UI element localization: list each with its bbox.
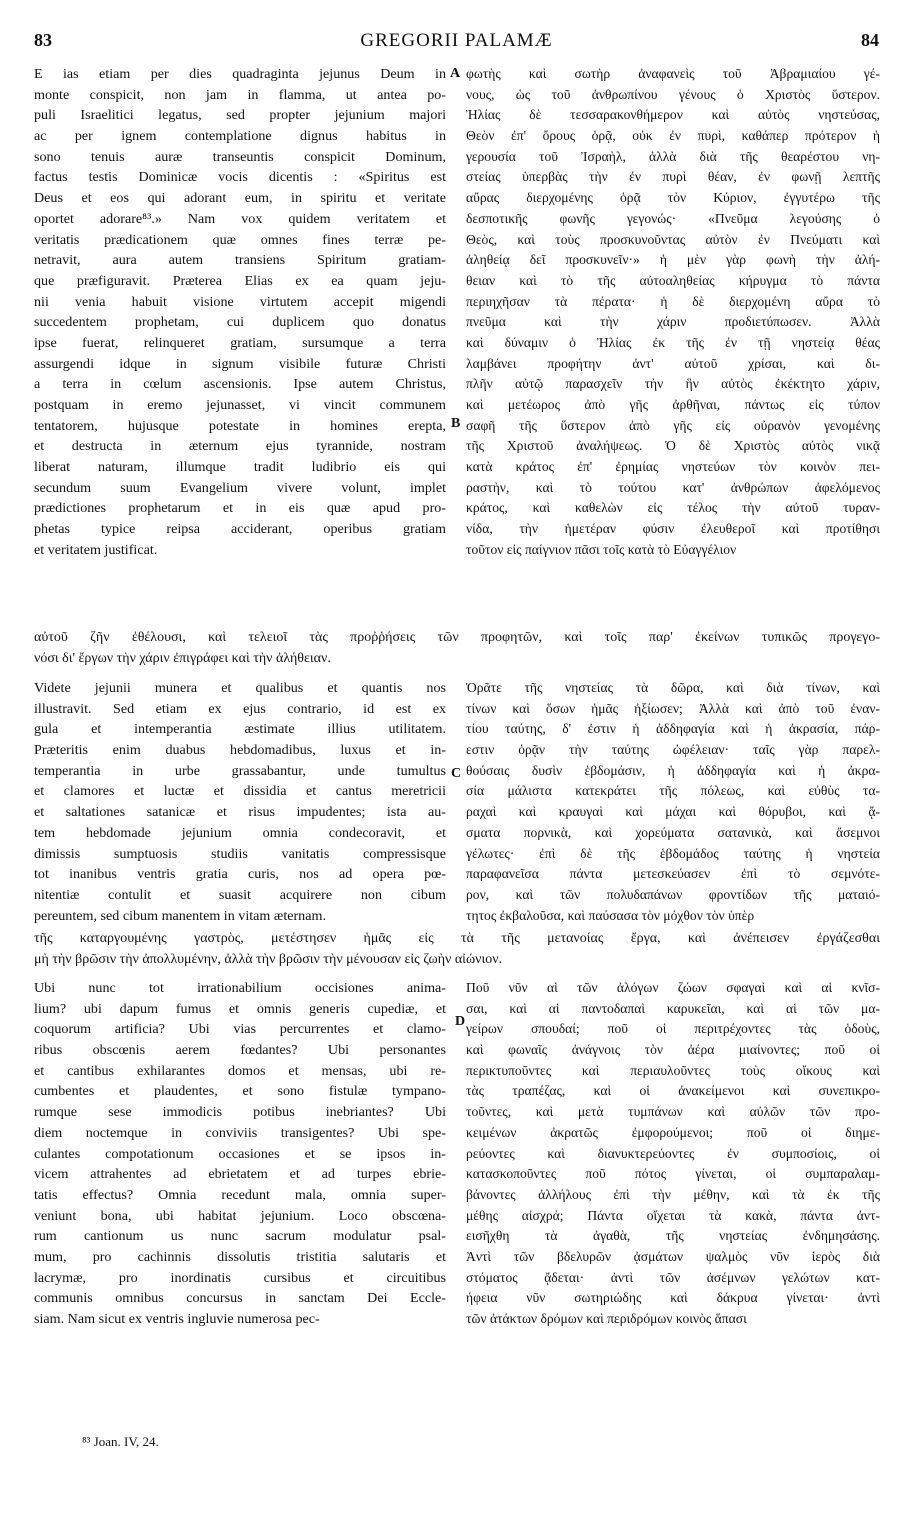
text-line: dimissis sumptuosis studiis vanitatis compressisque	[34, 845, 446, 862]
text-line: cumbentes et plaudentes, et sono fistulæ tympano-	[34, 1083, 446, 1100]
text-line: στόματος ᾄδεται· ἀντὶ τῶν ἀσέμνων γελώτων κατ-	[466, 1269, 880, 1285]
text-line: τίου ταύτης, δ' ἐστιν ἡ ἀδδηφαγία καὶ ἡ ἀκρασία, πάρ-	[466, 721, 880, 737]
text-line: vicem attrahentes ad ebrietatem et ad turpes ebrie-	[34, 1166, 446, 1183]
text-line: gula et intemperantia æstimate illius utilitatem.	[34, 721, 446, 738]
text-line: et cantibus exhilarantes domos et mensas, ubi re-	[34, 1062, 446, 1079]
text-line: illustravit. Sed etiam ex ejus contrario, id est ex	[34, 700, 446, 717]
latin-column-block-2	[34, 678, 446, 926]
latin-column-block-1	[34, 64, 446, 561]
text-line: τὰς τραπέζας, καὶ οἱ ἀνακείμενοι καὶ συνεπικρο-	[466, 1083, 880, 1099]
text-line: τῆς Χριστοῦ ἀναλήψεως. Ὁ δὲ Χριστὸς αὐτὸς νικᾷ	[466, 438, 880, 454]
greek-spanning-block-1	[34, 628, 880, 669]
greek-spanning-block-2	[34, 929, 880, 970]
text-line: tatis effectus? Omnia recedunt mala, omnia super-	[34, 1186, 446, 1203]
text-line: τητος ἐκβαλοῦσα, καὶ παύσασα τὸν μόχθον τὸν ὑπὲρ	[466, 907, 755, 923]
text-line: tem hebdomade jejunium omnia condecoravit, et	[34, 824, 446, 841]
running-header	[34, 30, 879, 56]
text-line: Θεὸν ἐπ' ὄρους ὁρᾷ, οὐκ ἐν πυρὶ, καθάπερ πρότερον ἡ	[466, 128, 880, 144]
text-line: κατασκοποῦντες ποῦ πότος γίνεται, οἱ συμπαραλαμ-	[466, 1166, 880, 1182]
section-marker-b: B	[451, 416, 461, 431]
text-line: εστιν ὁρᾷν τὴν ταύτης ὠφέλειαν· ταῖς γὰρ παρελ-	[466, 742, 880, 758]
text-line: Ποῦ νῦν αἱ τῶν ἀλόγων ζώων σφαγαὶ καὶ αἱ κνῖσ-	[466, 980, 880, 995]
text-line: ρεύοντες καὶ διανυκτερεύοντες ἐν συμποσίοις, οἱ	[466, 1145, 880, 1161]
text-line: mum, pro cachinnis dissolutis tristitia salutaris et	[34, 1248, 446, 1265]
text-line: siam. Nam sicut ex ventris ingluvie numerosa pec-	[34, 1311, 320, 1327]
text-line: tot inanibus ventris gratia curis, nos ad opera pœ-	[34, 866, 446, 883]
text-line: lium? ubi dapum fumus et omnis generis cupediæ, et	[34, 1000, 446, 1017]
text-line: Deus et eos qui adorant eum, in spiritu et veritate	[34, 190, 446, 207]
text-line: βάνοντες ἀλλήλους ἐπὶ τὴν μέθην, καὶ τὰ ἐκ τῆς	[466, 1186, 880, 1202]
text-line: E ias etiam per dies quadraginta jejunus Deum in	[34, 66, 446, 82]
text-line: κατὰ κράτος ἐπ' ἐρημίας νηστεύων τὸν κοινὸν πει-	[466, 459, 880, 475]
text-line: monte conspicit, non jam in flamma, ut antea po-	[34, 86, 446, 103]
text-line: et saltationes satanicæ et risus impudentes; ista au-	[34, 804, 446, 821]
text-line: στείας ὑπερβὰς τὴν ἐν πυρὶ θέαν, ἐν φωνῇ λεπτῆς	[466, 169, 880, 185]
text-line: Ubi nunc tot irrationabilium occisiones anima-	[34, 980, 446, 996]
greek-column-block-2	[466, 678, 880, 926]
text-line: θούσαις δυσὶν ἑβδομάσιν, ἡ ἀδδηφαγία καὶ ἡ ἀκρα-	[466, 762, 880, 778]
text-line: et destructa in æternum ejus tyrannide, nostram	[34, 438, 446, 455]
text-line: prædictiones prophetarum et in eis quæ apud pro-	[34, 500, 446, 517]
text-line: temperantia in urbe grassabantur, unde tumultus	[34, 762, 446, 779]
text-line: ipse fuerat, relinqueret gratiam, sursumque a terra	[34, 334, 446, 351]
text-line: Videte jejunii munera et qualibus et quantis nos	[34, 680, 446, 696]
text-line: communis omnibus concursus in sanctam Dei Eccle-	[34, 1290, 446, 1307]
text-line: que præfiguravit. Præterea Elias ex ea quam jeju-	[34, 272, 446, 289]
section-marker-a: A	[450, 66, 461, 81]
text-line: καὶ δύναμιν ὁ Ἠλίας ἐκ τῆς ἐν τῇ νηστείᾳ θέας	[466, 334, 880, 350]
text-line: καὶ φωναῖς ἀνάγνοις τὸν ἀέρα μιαίνοντες; ποῦ οἱ	[466, 1042, 880, 1058]
text-line: Præteritis enim duabus hebdomadibus, luxus et in-	[34, 742, 446, 759]
text-line: phetas typice reipsa acciderant, operibus gratiam	[34, 521, 446, 538]
greek-column-block-1	[466, 64, 880, 561]
text-line: νους, ὡς τοῦ ἀνθρωπίνου γένους ὁ Χριστὸς ὕστερον.	[466, 86, 880, 102]
text-line: αὔρας διερχομένης ὁρᾷ τὸν Κύριον, ἐγγυτέρω τῆς	[466, 190, 880, 206]
text-line: σία μάλιστα κατεκράτει τῆς πόλεως, καὶ εὐθὺς τα-	[466, 783, 880, 799]
text-line: αὐτοῦ ζῆν ἐθέλουσι, καὶ τελειοῖ τὰς προῤῥήσεις τῶν προφητῶν, καὶ τοῖς παρ' ἐκείνων τυπικῶς προγεγο-	[34, 630, 880, 645]
text-line: oportet adorare⁸³.» Nam vox quidem veritatem et	[34, 210, 446, 227]
text-line: postquam in eremo jejunasset, vi vincit communem	[34, 397, 446, 413]
text-line: φωτὴς καὶ σωτὴρ ἀναφανεὶς τοῦ Ἀβραμιαίου γέ-	[466, 66, 880, 81]
text-line: ραστὴν, καὶ τὸ τούτου κατ' ἀνθρώπων ἀφελόμενος	[466, 479, 880, 495]
text-line: Ἠλίας δὲ τεσσαρακονθήμερον καὶ αὐτὸς νηστεύσας,	[466, 107, 880, 123]
text-line: coquorum artificia? Ubi vias percurrentes et clamo-	[34, 1021, 446, 1038]
text-line: κράτος, καὶ καθελὼν εἰς τέλος τὴν αὐτοῦ τυραν-	[466, 500, 880, 516]
text-line: θειαν καὶ τὸ τῆς αὐτοαληθείας κήρυγμα τὸ πάντα	[466, 272, 880, 288]
text-line: δεσποτικῆς φωνῆς γεγονώς· «Πνεῦμα λεγούσης ὁ	[466, 210, 880, 226]
text-line: εισῆχθη τὰ ἀγαθὰ, τῆς νηστείας ἐνδημησάσης.	[466, 1228, 880, 1244]
text-line: τῆς καταργουμένης γαστρὸς, μετέστησεν ἡμᾶς εἰς τὰ τῆς μετανοίας ἔργα, καὶ ἀνέπεισεν ἐργάζεσθαι	[34, 931, 880, 946]
text-line: a terra in cœlum ascensionis. Ipse autem Christus,	[34, 376, 446, 393]
text-line: καὶ μετέωρος ἀπὸ γῆς ἀρθῆναι, πάντως εἰς τύπον	[466, 397, 880, 412]
text-line: τοῦντες, καὶ μετὰ τυμπάνων καὶ αὐλῶν τῶν προ-	[466, 1104, 880, 1120]
text-line: νίδα, τὴν ἡμετέραν φύσιν ἐλευθεροῖ καὶ προτίθησι	[466, 521, 880, 537]
text-line: τῶν ἀτάκτων δρόμων καὶ περιδρόμων κοινὸς ἅπασι	[466, 1311, 747, 1326]
text-line: σαφῆ τῆς ὕστερον ἀπὸ γῆς εἰς οὐρανὸν γενομένης	[466, 417, 880, 433]
text-line: πνεῦμα καὶ τὴν χάριν προδιετύπωσεν. Ἀλλὰ	[466, 314, 880, 330]
greek-column-block-3	[466, 978, 880, 1330]
text-line: et clamores et luctæ et dissidia et cantus meretricii	[34, 783, 446, 800]
text-line: περιηχῆσαν τὰ πέρατα· ἡ δὲ διερχομένη αὔρα τὸ	[466, 293, 880, 309]
text-line: νόσι δι' ἔργων τὴν χάριν ἐπιγράφει καὶ τὴν ἀλήθειαν.	[34, 650, 331, 666]
text-line: Ὁρᾶτε τῆς νηστείας τὰ δῶρα, καὶ διὰ τίνων, καὶ	[466, 680, 880, 695]
text-line: γέλωτες· ἐπὶ δὲ τῆς ἑβδομάδος ταύτης ἡ νηστεία	[466, 845, 880, 861]
text-line: ρον, καὶ τῶν πολυδαπάνων φροντίδων τῆς ματαιό-	[466, 886, 880, 902]
text-line: σαι, καὶ αἱ παντοδαπαὶ καρυκεῖαι, καὶ αἱ τῶν μα-	[466, 1000, 880, 1016]
text-line: nitentiæ contulit et suasit acquirere non cibum	[34, 886, 446, 903]
text-line: ραχαὶ καὶ κραυγαὶ καὶ μάχαι καὶ θόρυβοι, καὶ ᾄ-	[466, 804, 880, 820]
text-line: Θεὸς, καὶ τοὺς προσκυνοῦντας αὐτὸν ἐν Πνεύματι καὶ	[466, 231, 880, 247]
text-line: nii venia habuit visione virtutem accepit migendi	[34, 293, 446, 310]
text-line: liberat naturam, illumque tradit ludibrio eis qui	[34, 459, 446, 476]
text-line: pereuntem, sed cibum manentem in vitam æternam.	[34, 907, 326, 924]
text-line: σματα πορνικὰ, καὶ χορεύματα σατανικὰ, καὶ ἄσεμνοι	[466, 824, 880, 840]
text-line: factus testis Dominicæ vocis dicentis : «Spiritus est	[34, 169, 446, 186]
text-line: γερουσία τοῦ Ἰσραὴλ, ἀλλὰ διὰ τῆς θεαρέστου νη-	[466, 148, 880, 164]
page-number-left: 83	[34, 30, 52, 50]
text-line: veritatis prædicationem quæ omnes fines terræ pe-	[34, 231, 446, 248]
latin-column-block-3	[34, 978, 446, 1330]
text-line: et veritatem justificat.	[34, 541, 158, 558]
text-line: assurgendi idque in signum visibile futuræ Christi	[34, 355, 446, 372]
text-line: τοῦτον εἰς παίγνιον πᾶσι τοῖς κατὰ τὸ Εὐαγγέλιον	[466, 541, 737, 557]
text-line: lacrymæ, pro inordinatis cursibus et circuitibus	[34, 1269, 446, 1286]
text-line: tentatorem, hujusque potestate in homines erepta,	[34, 417, 446, 434]
text-line: culantes compotationum occasiones et se ipsos in-	[34, 1145, 446, 1162]
text-line: sono tenuis auræ transeuntis conspicit Dominum,	[34, 148, 446, 165]
text-line: παραφανεῖσα πάντα μετεσκεύασεν ἐπὶ τὸ σεμνότε-	[466, 866, 880, 882]
text-line: ribus obscœnis aerem fœdantes? Ubi personantes	[34, 1042, 446, 1059]
text-line: rum cantionum us nunc sacrum modulatur psal-	[34, 1228, 446, 1245]
text-line: succedentem prophetam, cui duplicem quo donatus	[34, 314, 446, 331]
section-marker-c: C	[451, 766, 462, 781]
text-line: κειμένων ἀκρατῶς ἐμφορούμενοι; ποῦ οἱ διημε-	[466, 1124, 880, 1140]
text-line: μὴ τὴν βρῶσιν τὴν ἀπολλυμένην, ἀλλὰ τὴν βρῶσιν τὴν μένουσαν εἰς ζωὴν αἰώνιον.	[34, 951, 503, 967]
text-line: ac per ignem contemplatione dignus habitus in	[34, 128, 446, 145]
text-line: secundum suum Evangelium vivere volunt, implet	[34, 479, 446, 496]
text-line: netravit, aura autem transiens Spiritum gratiam-	[34, 252, 446, 269]
text-line: ἀληθείᾳ δεῖ προσκυνεῖν·» ἡ μὲν γὰρ φωνὴ τὴν ἀλή-	[466, 252, 880, 268]
text-line: τίνων καὶ ὅσων ἡμᾶς ἠξίωσεν; Ἀλλὰ καὶ ἀπὸ τοῦ ἐναν-	[466, 700, 880, 716]
text-line: λαμβάνει προφήτην ἀντ' αὐτοῦ χρίσαι, καὶ δι-	[466, 355, 880, 371]
text-line: Ἀντὶ τῶν βδελυρῶν ᾀσμάτων ψαλμὸς νῦν ἱερὸς διὰ	[466, 1248, 880, 1264]
text-line: γείρων σπουδαί; ποῦ οἱ περιτρέχοντες τὰς ὁδοὺς,	[466, 1021, 880, 1037]
section-marker-d: D	[455, 1014, 466, 1029]
text-line: μέθης αἰσχρά; Πάντα οἴχεται τὰ κακὰ, πάντα ἀντ-	[466, 1207, 880, 1223]
text-line: ήφεια νῦν σωτηριώδης καὶ δάκρυα γίνεται· ἀντὶ	[466, 1290, 880, 1306]
text-line: περικτυποῦντες καὶ περιαυλοῦντες τοὺς οἴκους καὶ	[466, 1062, 880, 1078]
text-line: veniunt bona, ubi habitat jejunium. Loco obscœna-	[34, 1207, 446, 1224]
page-number-right: 84	[861, 30, 879, 50]
running-title: GREGORII PALAMÆ	[360, 30, 553, 51]
text-line: rumque sese immodicis potibus inebriantes? Ubi	[34, 1104, 446, 1121]
text-line: diem noctemque in conviviis transigentes? Ubi spe-	[34, 1124, 446, 1141]
text-line: puli Israelitici legatus, sed propter jejunium majori	[34, 107, 446, 124]
text-line: πλῆν αὐτῷ παρασχεῖν τὴν ἣν αὐτὸς ἐκέκτητο χάριν,	[466, 376, 880, 392]
footnote: ⁸³ Joan. IV, 24.	[82, 1434, 159, 1449]
